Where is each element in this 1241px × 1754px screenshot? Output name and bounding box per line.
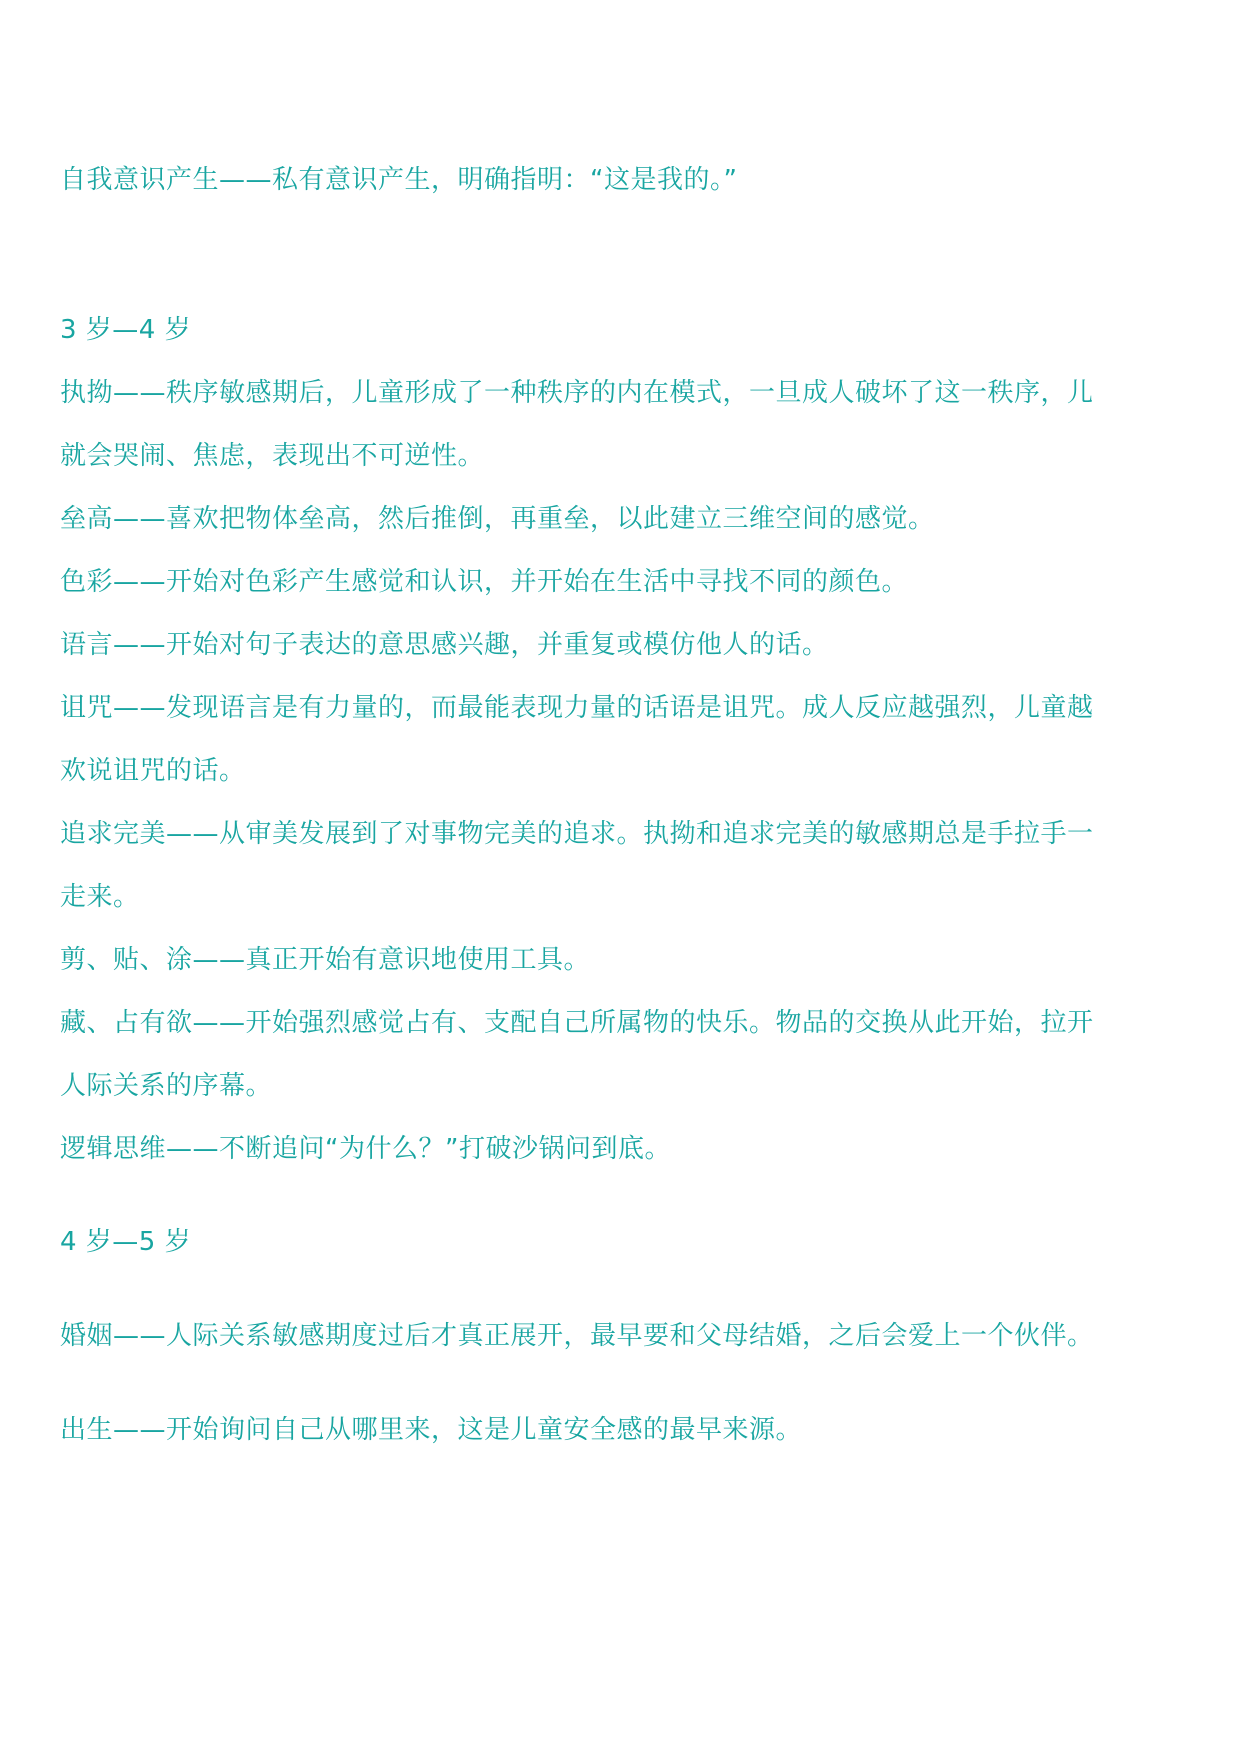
paragraph-perfection: 追求完美——从审美发展到了对事物完美的追求。执拗和追求完美的敏感期总是手拉手一 [60,819,1094,849]
paragraph-language: 语言——开始对句子表达的意思感兴趣，并重复或模仿他人的话。 [60,630,829,660]
paragraph-tools: 剪、贴、涂——真正开始有意识地使用工具。 [60,945,591,975]
paragraph-possession-cont: 人际关系的序幕。 [60,1071,273,1101]
paragraph-stubbornness: 执拗——秩序敏感期后，儿童形成了一种秩序的内在模式，一旦成人破坏了这一秩序，儿 [60,378,1094,408]
paragraph-stacking: 垒高——喜欢把物体垒高，然后推倒，再重垒，以此建立三维空间的感觉。 [60,504,935,534]
section-heading-4-5: 4 岁—5 岁 [60,1227,192,1257]
section-heading-3-4: 3 岁—4 岁 [60,315,192,345]
paragraph-possession: 藏、占有欲——开始强烈感觉占有、支配自己所属物的快乐。物品的交换从此开始，拉开 [60,1008,1094,1038]
paragraph-perfection-cont: 走来。 [60,882,140,912]
paragraph-marriage: 婚姻——人际关系敏感期度过后才真正展开，最早要和父母结婚，之后会爱上一个伙伴。 [60,1321,1094,1351]
paragraph-birth: 出生——开始询问自己从哪里来，这是儿童安全感的最早来源。 [60,1415,803,1445]
paragraph-cursing-cont: 欢说诅咒的话。 [60,756,246,786]
paragraph-color: 色彩——开始对色彩产生感觉和认识，并开始在生活中寻找不同的颜色。 [60,567,909,597]
paragraph-stubbornness-cont: 就会哭闹、焦虑，表现出不可逆性。 [60,441,485,471]
paragraph-self-awareness: 自我意识产生——私有意识产生，明确指明：“这是我的。” [60,165,738,195]
paragraph-logic: 逻辑思维——不断追问“为什么？”打破沙锅问到底。 [60,1134,671,1164]
paragraph-cursing: 诅咒——发现语言是有力量的，而最能表现力量的话语是诅咒。成人反应越强烈，儿童越 [60,693,1094,723]
